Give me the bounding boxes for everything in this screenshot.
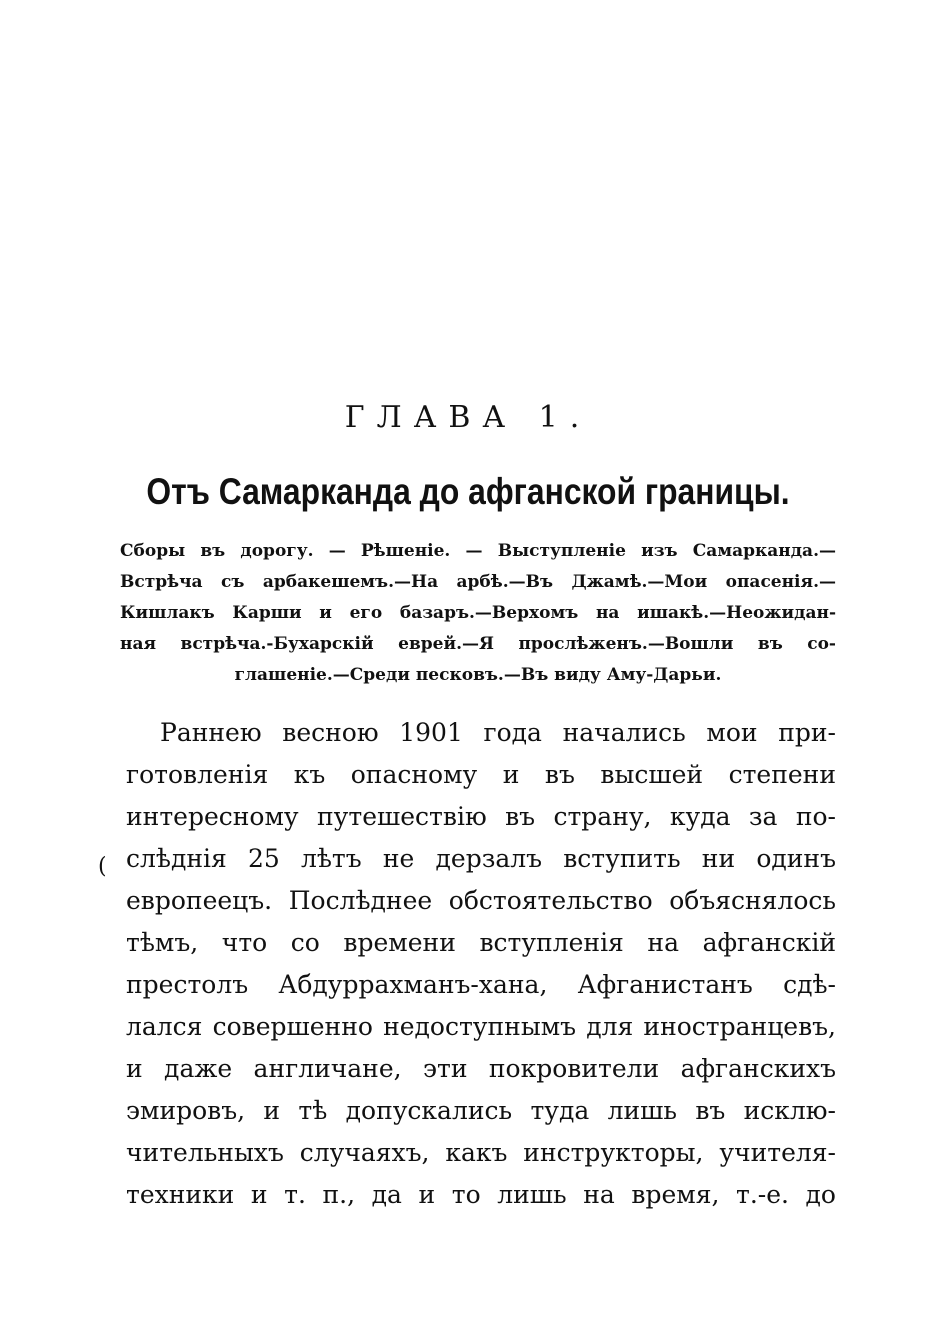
body-line: престолъ Абдуррахманъ-хана, Афганистанъ сдѣ- (126, 970, 836, 999)
body-line: техники и т. п., да и то лишь на время, т.-е. до (126, 1180, 836, 1209)
chapter-title: Отъ Самарканда до афганской границы. (146, 471, 790, 512)
body-line: Раннею весною 1901 года начались мои при- (160, 718, 836, 747)
summary-line: ная встрѣча.-Бухарскій еврей.—Я прослѣженъ.—Вошли въ со- (120, 634, 836, 654)
body-line: тѣмъ, что со времени вступленія на афганскій (126, 928, 836, 957)
summary-line: Сборы въ дорогу. — Рѣшеніе. — Выступленіе изъ Самарканда.— (120, 541, 836, 561)
margin-mark: ( (98, 854, 107, 879)
body-line: слѣднія 25 лѣтъ не дерзалъ вступить ни одинъ (126, 844, 836, 873)
body-line: готовленія къ опасному и въ высшей степени (126, 760, 836, 789)
body-line: лался совершенно недоступнымъ для иностранцевъ, (126, 1012, 836, 1041)
body-line: и даже англичане, эти покровители афганскихъ (126, 1054, 836, 1083)
summary-line: Встрѣча съ арбакешемъ.—На арбѣ.—Въ Джамѣ.—Мои опасенія.— (120, 572, 836, 592)
body-line: европеецъ. Послѣднее обстоятельство объяснялось (126, 886, 836, 915)
body-line: чительныхъ случаяхъ, какъ инструкторы, учителя- (126, 1138, 836, 1167)
summary-line: Кишлакъ Карши и его базаръ.—Верхомъ на ишакѣ.—Неожидан- (120, 603, 836, 623)
body-line: эмировъ, и тѣ допускались туда лишь въ исклю- (126, 1096, 836, 1125)
chapter-label: ГЛАВА 1. (344, 400, 592, 435)
summary-line: глашеніе.—Среди песковъ.—Въ виду Аму-Дарьи. (234, 665, 722, 685)
body-line: интересному путешествію въ страну, куда за по- (126, 802, 836, 831)
